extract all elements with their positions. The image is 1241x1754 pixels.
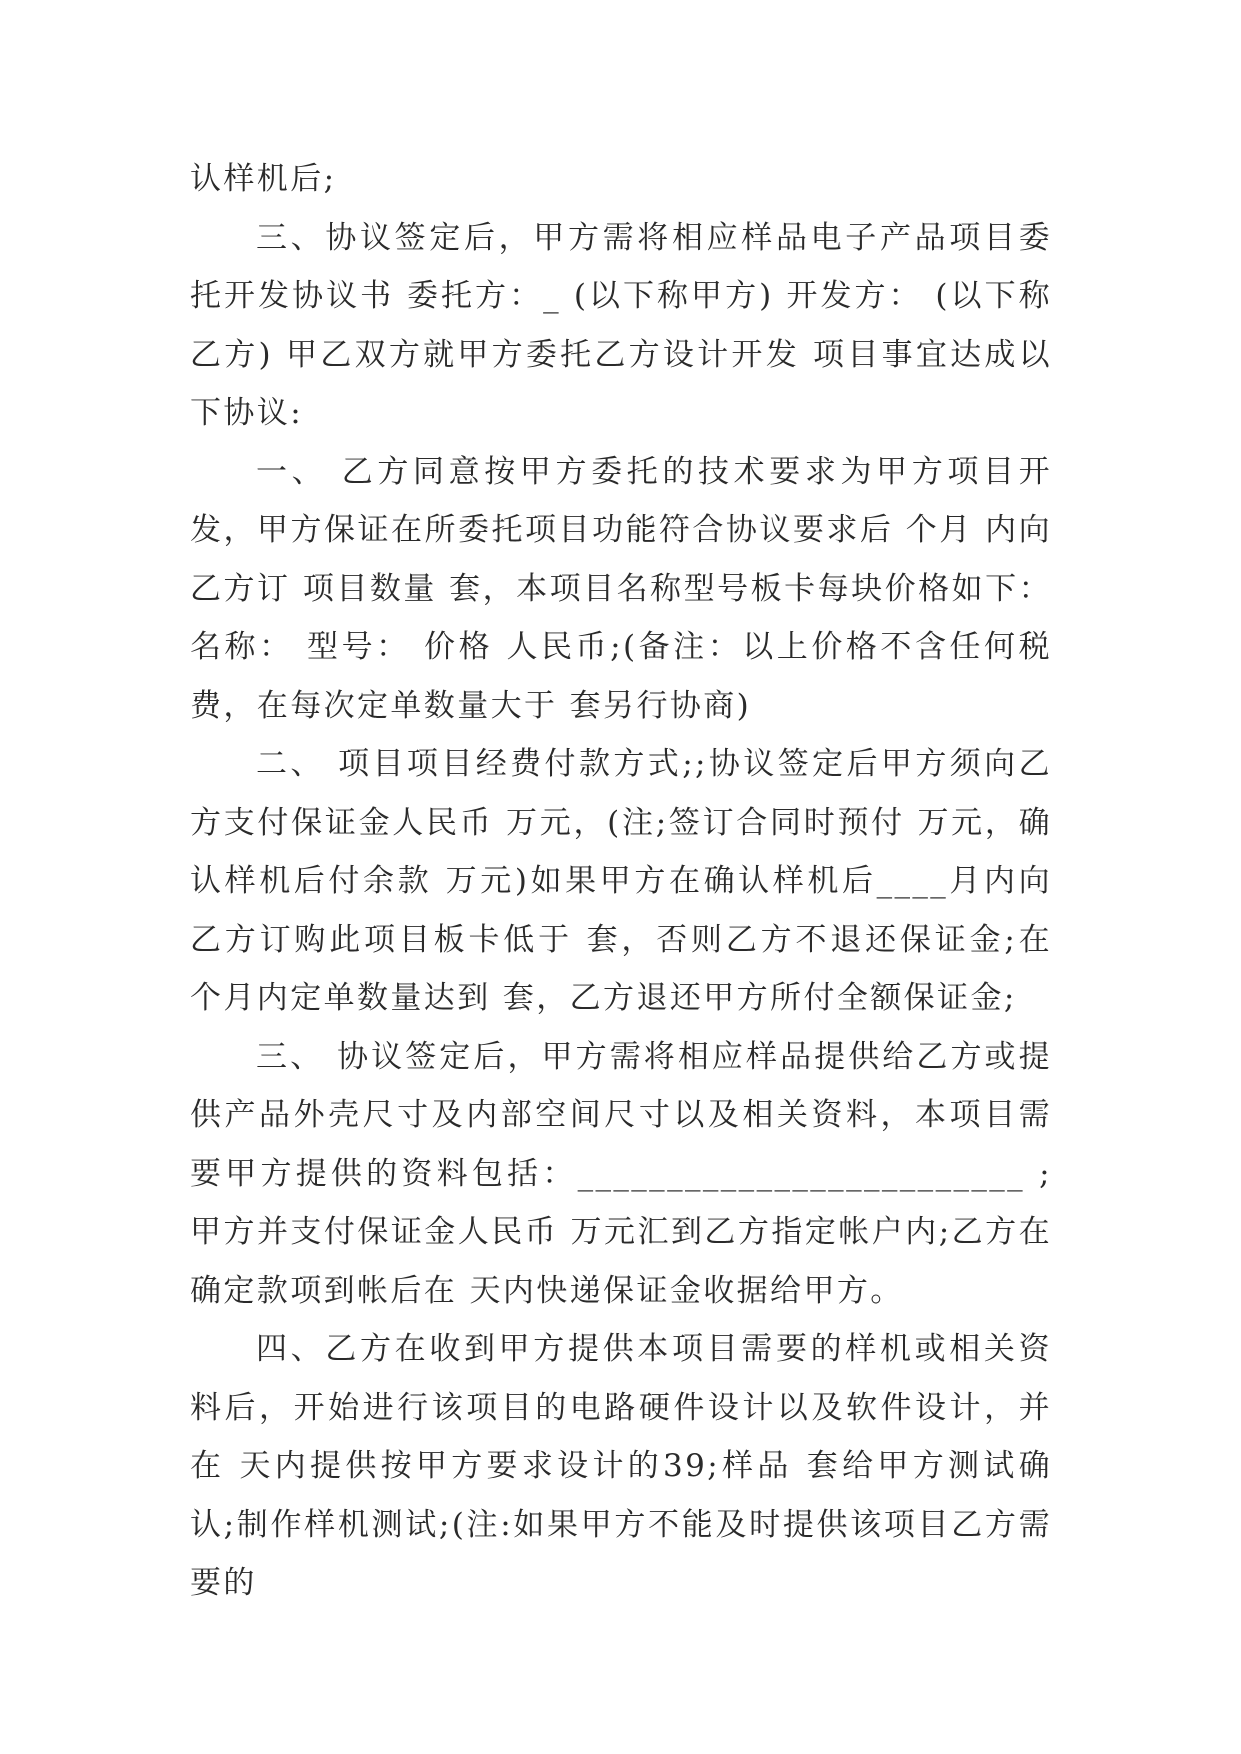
paragraph-clause-two: 二、 项目项目经费付款方式;;协议签定后甲方须向乙方支付保证金人民币 万元，(注;签订合同时预付 万元，确认样机后付余款 万元)如果甲方在确认样机后____月内向乙方订购此项目板卡低于 套，否则乙方不退还保证金;在 个月内定单数量达到 套，乙方退还甲方所付全额保证金; — [190, 746, 1065, 1016]
paragraph-clause-four: 四、乙方在收到甲方提供本项目需要的样机或相关资料后，开始进行该项目的电路硬件设计以及软件设计，并 在 天内提供按甲方要求设计的39;样品 套给甲方测试确认;制作样机测试;(注:如果甲方不能及时提供该项目乙方需要的 — [190, 1331, 1065, 1601]
paragraph-continuation: 认样机后; — [190, 161, 337, 197]
paragraph-clause-one: 一、 乙方同意按甲方委托的技术要求为甲方项目开发，甲方保证在所委托项目功能符合协议要求后 个月 内向乙方订 项目数量 套，本项目名称型号板卡每块价格如下：名称： 型号： 价格 人民币;(备注：以上价格不含任何税费，在每次定单数量大于 套另行协商) — [190, 453, 1052, 724]
document-body — [190, 150, 1065, 1613]
paragraph-clause-three-intro: 三、协议签定后，甲方需将相应样品电子产品项目委托开发协议书 委托方：_ (以下称甲方) 开发方： (以下称乙方) 甲乙双方就甲方委托乙方设计开发 项目事宜达成以下协议: — [190, 219, 1052, 431]
paragraph-clause-three: 三、 协议签定后，甲方需将相应样品提供给乙方或提供产品外壳尺寸及内部空间尺寸以及相关资料，本项目需要甲方提供的资料包括：_________________________ ;甲方并支付保证金人民币 万元汇到乙方指定帐户内;乙方在确定款项到帐后在 天内快递保证金收据给甲方。 — [190, 1038, 1052, 1309]
